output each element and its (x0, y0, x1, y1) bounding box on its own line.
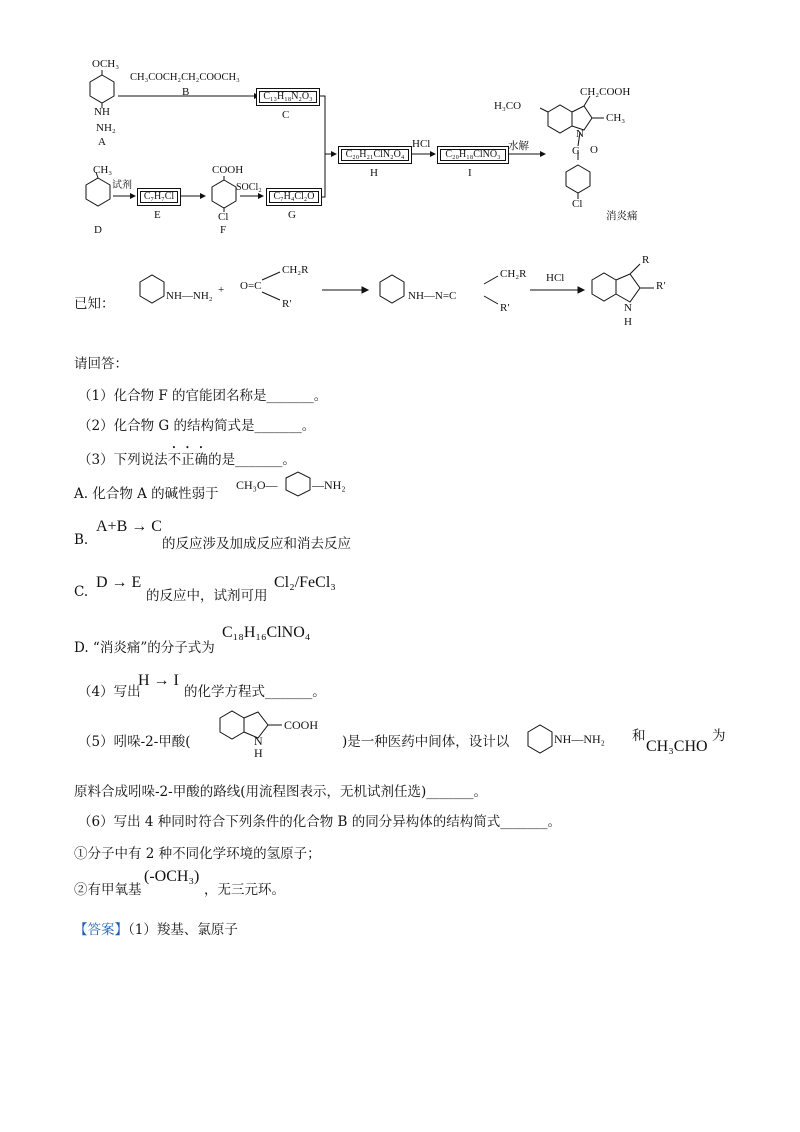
compound-E-formula: C₇H₇Cl (143, 191, 175, 202)
B-letter: B (182, 86, 190, 98)
question-4-pre: （4）写出 (78, 684, 141, 700)
product-c: C (572, 145, 580, 157)
questions-intro: 请回答： (74, 356, 128, 372)
option-A-text: A. 化合物 A 的碱性弱于 (74, 486, 219, 502)
product-ch3: CH₃ (606, 112, 626, 124)
known-reaction (0, 250, 800, 330)
product-h3co: H₃CO (494, 100, 522, 112)
indole-cooh: COOH (284, 718, 319, 732)
compound-C-box (256, 88, 320, 106)
reagent-D-E: 试剂 (112, 180, 132, 191)
condition-2-pre: ②有甲氧基 (74, 882, 142, 898)
question-5-line2: 原料合成吲哚-2-甲酸的路线(用流程图表示，无机试剂任选)_______。 (74, 784, 487, 800)
A-nh-label: NH (94, 106, 110, 118)
option-A (74, 482, 219, 502)
question-1: （1）化合物 F 的官能团名称是_______。 (78, 388, 328, 404)
known-plus: + (218, 284, 225, 296)
condition-2-formula: (-OCH₃) (144, 868, 200, 885)
A-nh2-label: NH₂ (96, 122, 116, 134)
known-hcl: HCl (546, 272, 565, 284)
question-3-post: 的是_______。 (208, 452, 296, 468)
compound-I-formula: C₂₀H₁₈ClNO₃ (445, 149, 501, 160)
product-o: O (590, 144, 598, 156)
indole-n: N (254, 734, 263, 748)
reagent-F-G: SOCl₂ (236, 182, 262, 193)
question-5-wei: 为 (712, 728, 726, 744)
known-r-prime-2: R′ (500, 302, 510, 314)
answer-text: （1）羧基、氯原子 (128, 922, 238, 938)
phenylhydrazine-ring (140, 275, 164, 303)
compound-D-structure (86, 172, 110, 206)
F-cooh-label: COOH (212, 164, 244, 176)
compound-A-structure (90, 70, 114, 108)
compound-G-box (266, 188, 322, 206)
question-4-formula: H → I (138, 672, 179, 689)
answer-tag: 【答案】 (74, 922, 128, 938)
known-carbonyl: O=C (240, 280, 262, 292)
compound-I-box (437, 146, 509, 164)
question-5-mid: )是一种医药中间体，设计以 (342, 734, 510, 750)
condition-1: ①分子中有 2 种不同化学环境的氢原子； (74, 846, 321, 862)
question-3 (78, 444, 296, 468)
option-B-formula: A+B → C (96, 518, 162, 535)
I-letter: I (468, 167, 472, 179)
reagent-H-I: HCl (412, 138, 431, 150)
phenylhydrazine-structure (522, 720, 622, 756)
product-name: 消炎痛 (606, 211, 638, 222)
D-ch3-label: CH₃ (93, 164, 113, 176)
question-3-emphasis: 不正确 (167, 452, 209, 468)
compound-H-box (338, 146, 412, 164)
option-A-amine: —NH₂ (312, 478, 346, 492)
product-ch2cooh: CH₂COOH (580, 86, 631, 98)
compound-C-formula: C₁₃H₁₈N₂O₃ (263, 91, 313, 102)
answer-line (74, 918, 238, 938)
known-ch2r: CH₂R (282, 264, 309, 276)
F-letter: F (220, 224, 227, 236)
indole-2-carboxylic-acid-drawing (212, 700, 342, 760)
reagent-B-formula: CH₃COCH₂CH₂COOCH₃ (130, 72, 240, 83)
option-C-reagent: Cl₂/FeCl₃ (274, 574, 336, 591)
A-och3-label: OCH₃ (92, 58, 120, 70)
option-D-text: D. “消炎痛”的分子式为 (74, 640, 215, 656)
scheme-drawing (0, 0, 800, 240)
phenylhydrazine-label: NH—NH₂ (554, 732, 605, 746)
question-2: （2）化合物 G 的结构简式是_______。 (78, 418, 316, 434)
option-D-formula: C₁₈H₁₆ClNO₄ (222, 624, 311, 641)
option-A-methoxy: CH₃O— (236, 478, 278, 492)
connector-C (320, 96, 325, 154)
indole-h: H (254, 746, 263, 760)
F-cl-label: Cl (218, 211, 229, 223)
known-prefix: 已知： (74, 296, 115, 312)
question-6: （6）写出 4 种同时符合下列条件的化合物 B 的同分异构体的结构简式_______。 (78, 814, 562, 830)
H-letter: H (370, 167, 378, 179)
option-A-structure (236, 470, 376, 500)
indole-benzene-ring (592, 273, 616, 301)
G-letter: G (288, 209, 296, 221)
option-C-formula: D → E (96, 574, 142, 591)
known-N: N (624, 302, 632, 314)
option-B-text: 的反应涉及加成反应和消去反应 (162, 536, 351, 552)
known-R-prime-3: R′ (656, 280, 666, 292)
reaction-scheme (0, 0, 800, 240)
known-R: R (642, 254, 650, 266)
known-hydrazine: NH—NH₂ (166, 290, 213, 302)
indole-pyrrole-ring (616, 274, 640, 302)
compound-F-structure (212, 176, 236, 212)
question-5-aldehyde: CH₃CHO (646, 738, 708, 755)
question-5-pre: （5）吲哚-2-甲酸( (78, 734, 191, 750)
A-letter: A (98, 136, 106, 148)
option-C-text: 的反应中，试剂可用 (146, 588, 268, 604)
indole-2-carboxylic-acid-structure (212, 700, 342, 760)
question-5-and: 和 (632, 728, 646, 744)
known-reaction-drawing (0, 250, 800, 330)
compound-G-formula: C₇H₄Cl₂O (273, 191, 315, 202)
E-letter: E (154, 209, 161, 221)
hydrazone-ring (380, 275, 404, 303)
question-4-post: 的化学方程式_______。 (184, 684, 326, 700)
reagent-I-product: 水解 (508, 141, 529, 152)
known-H: H (624, 316, 632, 328)
D-letter: D (94, 224, 102, 236)
compound-E-box (137, 188, 181, 206)
known-hydrazone: NH—N=C (408, 290, 457, 302)
question-3-pre: （3）下列说法 (78, 452, 168, 468)
condition-2-post: ，无三元环。 (204, 882, 285, 898)
option-B-label: B. (74, 532, 89, 548)
known-ch2r-2: CH₂R (500, 268, 527, 280)
product-cl: Cl (572, 198, 583, 210)
known-r-prime: R′ (282, 298, 292, 310)
compound-H-formula: C₂₀H₂₁ClN₂O₄ (345, 149, 405, 160)
product-n: N (576, 128, 584, 140)
option-C-label: C. (74, 584, 89, 600)
C-letter: C (282, 109, 290, 121)
